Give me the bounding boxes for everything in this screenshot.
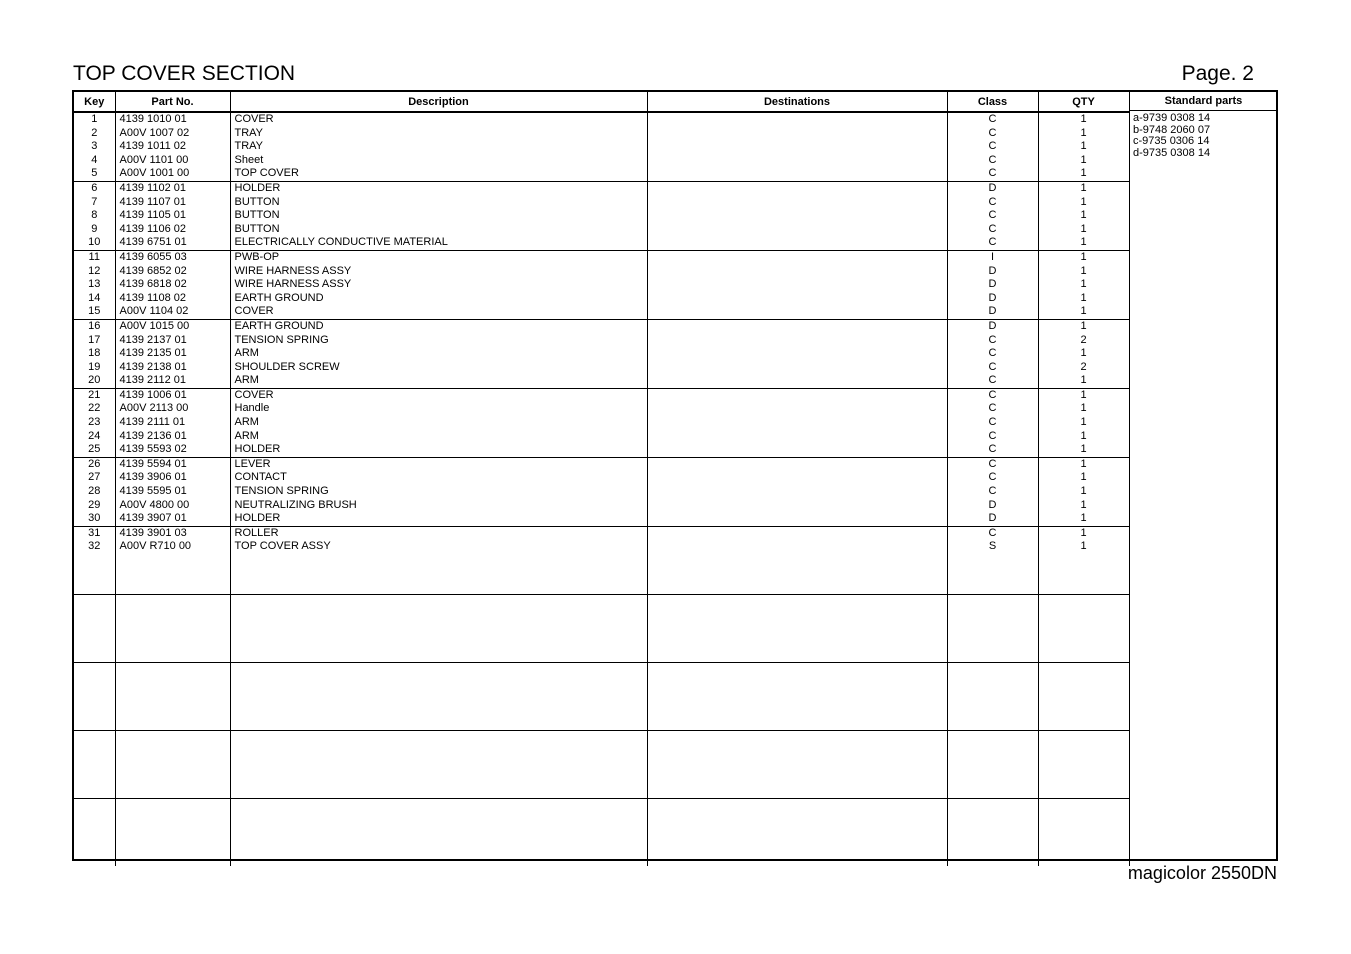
table-cell-text: C: [988, 402, 997, 415]
table-cell-text: [648, 265, 947, 279]
table-cell-text: [648, 278, 947, 292]
part-no-cell: [115, 112, 230, 181]
part-no-cell: [115, 526, 230, 594]
table-cell-text: 4139 5594 01: [119, 457, 187, 470]
table-cell-text: 4139 5593 02: [119, 443, 187, 456]
table-cell-text: 14: [88, 291, 101, 304]
table-cell-text: D: [988, 305, 997, 318]
table-cell-text: 4139 6818 02: [119, 278, 187, 291]
table-cell-text: 4139 1102 01: [119, 181, 186, 194]
table-cell-text: [648, 154, 947, 168]
table-cell-text: BUTTON: [234, 209, 280, 222]
table-cell-text: C: [988, 209, 997, 222]
table-cell-text: 4139 2135 01: [119, 347, 187, 360]
table-cell-text: 28: [88, 485, 101, 498]
section-title: TOP COVER SECTION: [73, 62, 296, 85]
table-cell-text: COVER: [234, 113, 274, 125]
standard-parts-list: [1133, 113, 1273, 159]
table-cell-text: C: [988, 485, 997, 498]
table-row-group: [74, 526, 1129, 594]
table-cell-text: 3: [91, 140, 98, 153]
standard-part-item: c-9735 0306 14: [1133, 135, 1210, 147]
table-cell-text: 1: [1080, 140, 1087, 153]
key-cell: [74, 798, 115, 866]
column-header-key: Key: [74, 92, 115, 112]
table-cell-text: SHOULDER SCREW: [234, 360, 340, 373]
qty-cell: [1038, 662, 1129, 730]
table-cell-text: 4139 5595 01: [119, 485, 187, 498]
table-cell-text: 4139 2138 01: [119, 360, 187, 373]
parts-table-body: [74, 112, 1129, 866]
table-cell-text: [648, 499, 947, 513]
table-cell-text: COVER: [234, 388, 274, 401]
table-cell-text: 1: [1080, 498, 1087, 511]
standard-part-item: d-9735 0308 14: [1133, 146, 1211, 159]
table-cell-text: 1: [1080, 485, 1087, 498]
table-cell-text: C: [988, 153, 997, 166]
table-cell-text: 1: [91, 113, 98, 125]
parts-list-table: [72, 90, 1278, 861]
standard-part-item: b-9748 2060 07: [1133, 123, 1211, 136]
destinations-cell: [647, 730, 947, 798]
qty-cell: [1038, 730, 1129, 798]
table-cell-text: 1: [1080, 388, 1087, 401]
standard-part-item: a-9739 0308 14: [1133, 112, 1211, 124]
description-cell: [230, 526, 647, 594]
table-cell-text: C: [988, 126, 997, 139]
table-cell-text: BUTTON: [234, 195, 280, 208]
table-cell-text: 10: [88, 236, 101, 249]
table-cell-text: A00V 1101 00: [119, 153, 189, 166]
table-cell-text: [648, 223, 947, 237]
class-cell: [947, 319, 1038, 388]
key-cell: [74, 662, 115, 730]
table-cell-text: 1: [1080, 443, 1087, 456]
parts-table-grid: [74, 92, 1130, 866]
destinations-cell: [647, 388, 947, 457]
table-cell-text: C: [988, 416, 997, 429]
description-cell: [230, 662, 647, 730]
table-cell-text: C: [988, 222, 997, 235]
table-cell-text: 2: [1080, 333, 1087, 346]
table-cell-text: C: [988, 457, 997, 470]
table-cell-text: 1: [1080, 457, 1087, 470]
qty-cell: [1038, 457, 1129, 526]
table-cell-text: 4139 6055 03: [119, 250, 187, 263]
table-row-group: [74, 181, 1129, 250]
column-header-class: Class: [947, 92, 1038, 112]
table-cell-text: ELECTRICALLY CONDUCTIVE MATERIAL: [234, 236, 448, 249]
table-cell-text: [648, 540, 947, 554]
part-no-cell: [115, 388, 230, 457]
table-cell-text: 15: [88, 305, 101, 318]
table-cell-text: 32: [88, 540, 101, 553]
qty-cell: [1038, 594, 1129, 662]
table-cell-text: 4139 3901 03: [119, 526, 187, 539]
table-cell-text: [648, 140, 947, 154]
table-cell-text: 1: [1080, 512, 1087, 525]
table-cell-text: C: [988, 526, 997, 539]
table-header-row: [74, 92, 1129, 112]
table-cell-text: 31: [88, 526, 101, 539]
part-no-cell: [115, 457, 230, 526]
destinations-cell: [647, 250, 947, 319]
table-cell-text: BUTTON: [234, 222, 280, 235]
description-cell: [230, 250, 647, 319]
table-cell-text: [648, 236, 947, 250]
table-cell-text: 24: [88, 429, 101, 442]
table-row-group: [74, 798, 1129, 866]
part-no-cell: [115, 662, 230, 730]
column-header-destinations: Destinations: [647, 92, 947, 112]
table-cell-text: 27: [88, 471, 101, 484]
table-row-group: [74, 662, 1129, 730]
table-cell-text: A00V 2113 00: [119, 402, 189, 415]
table-cell-text: A00V 1015 00: [119, 319, 190, 332]
table-cell-text: C: [988, 140, 997, 153]
table-cell-text: 1: [1080, 305, 1087, 318]
table-cell-text: 1: [1080, 209, 1087, 222]
table-cell-text: 1: [1080, 540, 1087, 553]
part-no-cell: [115, 730, 230, 798]
table-cell-text: I: [990, 250, 995, 263]
key-cell: [74, 457, 115, 526]
table-cell-text: 1: [1080, 181, 1087, 194]
class-cell: [947, 526, 1038, 594]
table-cell-text: 1: [1080, 278, 1087, 291]
table-cell-text: 4139 2111 01: [119, 416, 186, 429]
class-cell: [947, 457, 1038, 526]
description-cell: [230, 594, 647, 662]
class-cell: [947, 662, 1038, 730]
key-cell: [74, 594, 115, 662]
table-cell-text: [648, 416, 947, 430]
table-cell-text: D: [988, 181, 997, 194]
class-cell: [947, 388, 1038, 457]
table-cell-text: [648, 292, 947, 306]
table-cell-text: A00V 1007 02: [119, 126, 190, 139]
table-cell-text: C: [988, 471, 997, 484]
table-cell-text: 7: [91, 195, 98, 208]
table-cell-text: LEVER: [234, 457, 271, 470]
description-cell: [230, 388, 647, 457]
part-no-cell: [115, 181, 230, 250]
table-cell-text: 1: [1080, 236, 1087, 249]
table-cell-text: 1: [1080, 222, 1087, 235]
destinations-cell: [647, 319, 947, 388]
table-row-group: [74, 388, 1129, 457]
table-cell-text: 4139 3907 01: [119, 512, 187, 525]
table-cell-text: D: [988, 291, 997, 304]
key-cell: [74, 526, 115, 594]
table-cell-text: [648, 512, 947, 526]
description-cell: [230, 112, 647, 181]
table-cell-text: TRAY: [234, 140, 264, 153]
table-cell-text: 22: [88, 402, 101, 415]
table-cell-text: 13: [88, 278, 101, 291]
table-cell-text: ARM: [234, 429, 259, 442]
table-cell-text: TENSION SPRING: [234, 333, 329, 346]
table-cell-text: 4139 1011 02: [119, 140, 186, 153]
description-cell: [230, 730, 647, 798]
table-cell-text: Sheet: [234, 153, 264, 166]
table-cell-text: C: [988, 388, 997, 401]
table-cell-text: A00V 4800 00: [119, 498, 190, 511]
key-cell: [74, 112, 115, 181]
part-no-cell: [115, 319, 230, 388]
table-cell-text: HOLDER: [234, 181, 281, 194]
table-cell-text: 1: [1080, 195, 1087, 208]
qty-cell: [1038, 112, 1129, 181]
table-cell-text: PWB-OP: [234, 250, 280, 263]
table-cell-text: 4139 2112 01: [119, 374, 186, 387]
key-cell: [74, 181, 115, 250]
key-cell: [74, 388, 115, 457]
table-cell-text: C: [988, 167, 997, 180]
key-cell: [74, 730, 115, 798]
table-cell-text: 19: [88, 360, 101, 373]
table-cell-text: 1: [1080, 347, 1087, 360]
table-cell-text: [648, 527, 947, 541]
table-cell-text: 4139 1107 01: [119, 195, 186, 208]
destinations-cell: [647, 457, 947, 526]
table-cell-text: [648, 347, 947, 361]
table-cell-text: C: [988, 360, 997, 373]
table-cell-text: D: [988, 278, 997, 291]
table-cell-text: 1: [1080, 264, 1087, 277]
table-cell-text: 1: [1080, 526, 1087, 539]
class-cell: [947, 594, 1038, 662]
table-cell-text: 8: [91, 209, 98, 222]
table-cell-text: [648, 209, 947, 223]
description-cell: [230, 798, 647, 866]
table-cell-text: [648, 361, 947, 375]
table-cell-text: ARM: [234, 347, 259, 360]
table-cell-text: C: [988, 333, 997, 346]
table-cell-text: 12: [88, 264, 101, 277]
table-cell-text: 4139 2136 01: [119, 429, 187, 442]
table-cell-text: [648, 485, 947, 499]
model-name: magicolor 2550DN: [1127, 863, 1277, 883]
column-header-description: Description: [230, 92, 647, 112]
table-cell-text: 4: [91, 153, 98, 166]
table-cell-text: 20: [88, 374, 101, 387]
table-cell-text: 1: [1080, 319, 1087, 332]
table-cell-text: 18: [88, 347, 101, 360]
table-cell-text: S: [988, 540, 997, 553]
table-cell-text: 2: [91, 126, 98, 139]
table-cell-text: COVER: [234, 305, 274, 318]
table-cell-text: 4139 2137 01: [119, 333, 187, 346]
table-cell-text: [648, 443, 947, 457]
description-cell: [230, 457, 647, 526]
column-header-part-no: Part No.: [115, 92, 230, 112]
table-cell-text: 17: [88, 333, 101, 346]
table-cell-text: C: [988, 113, 997, 125]
table-cell-text: 1: [1080, 250, 1087, 263]
table-cell-text: 4139 1105 01: [119, 209, 186, 222]
table-cell-text: D: [988, 512, 997, 525]
table-cell-text: WIRE HARNESS ASSY: [234, 264, 352, 277]
part-no-cell: [115, 250, 230, 319]
table-cell-text: HOLDER: [234, 443, 281, 456]
table-cell-text: 1: [1080, 153, 1087, 166]
page-number: Page. 2: [1181, 62, 1254, 85]
class-cell: [947, 798, 1038, 866]
table-cell-text: 23: [88, 416, 101, 429]
table-cell-text: 1: [1080, 167, 1087, 180]
table-cell-text: D: [988, 319, 997, 332]
table-cell-text: [648, 182, 947, 196]
table-cell-text: 4139 1006 01: [119, 388, 187, 401]
table-cell-text: C: [988, 236, 997, 249]
table-cell-text: [648, 305, 947, 319]
table-cell-text: C: [988, 443, 997, 456]
description-cell: [230, 181, 647, 250]
table-cell-text: 4139 6751 01: [119, 236, 187, 249]
table-cell-text: 4139 1010 01: [119, 113, 187, 125]
table-cell-text: ROLLER: [234, 526, 279, 539]
destinations-cell: [647, 112, 947, 181]
destinations-cell: [647, 594, 947, 662]
class-cell: [947, 181, 1038, 250]
column-header-standard-parts: Standard parts: [1129, 92, 1278, 111]
table-cell-text: [648, 430, 947, 444]
destinations-cell: [647, 798, 947, 866]
table-cell-text: C: [988, 195, 997, 208]
table-cell-text: [648, 334, 947, 348]
description-cell: [230, 319, 647, 388]
table-cell-text: [648, 374, 947, 388]
table-row-group: [74, 594, 1129, 662]
table-cell-text: ARM: [234, 416, 259, 429]
table-cell-text: CONTACT: [234, 471, 287, 484]
table-cell-text: [648, 196, 947, 210]
table-cell-text: TENSION SPRING: [234, 485, 329, 498]
table-cell-text: TRAY: [234, 126, 264, 139]
table-cell-text: C: [988, 429, 997, 442]
table-cell-text: A00V 1001 00: [119, 167, 190, 180]
table-cell-text: 4139 3906 01: [119, 471, 187, 484]
part-no-cell: [115, 594, 230, 662]
destinations-cell: [647, 526, 947, 594]
table-cell-text: A00V R710 00: [119, 540, 192, 553]
part-no-cell: [115, 798, 230, 866]
table-cell-text: 21: [88, 388, 101, 401]
table-cell-text: A00V 1104 02: [119, 305, 189, 318]
table-cell-text: 6: [91, 181, 98, 194]
table-cell-text: C: [988, 347, 997, 360]
table-cell-text: 4139 6852 02: [119, 264, 187, 277]
table-row-group: [74, 112, 1129, 181]
table-cell-text: [648, 251, 947, 265]
table-cell-text: 11: [88, 250, 100, 263]
qty-cell: [1038, 798, 1129, 866]
table-cell-text: 5: [91, 167, 98, 180]
table-cell-text: 1: [1080, 471, 1087, 484]
qty-cell: [1038, 388, 1129, 457]
table-row-group: [74, 457, 1129, 526]
table-cell-text: [648, 127, 947, 141]
table-cell-text: D: [988, 264, 997, 277]
table-row-group: [74, 730, 1129, 798]
table-cell-text: 4139 1106 02: [119, 222, 186, 235]
table-cell-text: 1: [1080, 402, 1087, 415]
table-row-group: [74, 319, 1129, 388]
column-header-qty: QTY: [1038, 92, 1129, 112]
table-cell-text: EARTH GROUND: [234, 319, 324, 332]
table-cell-text: [648, 471, 947, 485]
key-cell: [74, 250, 115, 319]
table-row-group: [74, 250, 1129, 319]
table-cell-text: D: [988, 498, 997, 511]
table-cell-text: NEUTRALIZING BRUSH: [234, 498, 357, 511]
table-cell-text: [648, 402, 947, 416]
qty-cell: [1038, 526, 1129, 594]
table-cell-text: [648, 113, 947, 127]
class-cell: [947, 250, 1038, 319]
table-cell-text: 1: [1080, 416, 1087, 429]
class-cell: [947, 112, 1038, 181]
table-cell-text: TOP COVER ASSY: [234, 540, 331, 553]
table-cell-text: Handle: [234, 402, 270, 415]
table-cell-text: HOLDER: [234, 512, 281, 525]
qty-cell: [1038, 319, 1129, 388]
table-cell-text: EARTH GROUND: [234, 291, 324, 304]
table-cell-text: 25: [88, 443, 101, 456]
table-cell-text: C: [988, 374, 997, 387]
table-cell-text: 26: [88, 457, 101, 470]
table-cell-text: 4139 1108 02: [119, 291, 186, 304]
table-cell-text: [648, 458, 947, 472]
table-cell-text: 1: [1080, 429, 1087, 442]
table-cell-text: 1: [1080, 374, 1087, 387]
table-cell-text: [648, 320, 947, 334]
table-cell-text: 9: [91, 222, 98, 235]
table-cell-text: [648, 389, 947, 403]
table-cell-text: [648, 167, 947, 181]
table-cell-text: ARM: [234, 374, 259, 387]
destinations-cell: [647, 181, 947, 250]
table-cell-text: 2: [1080, 360, 1087, 373]
table-cell-text: TOP COVER: [234, 167, 299, 180]
qty-cell: [1038, 250, 1129, 319]
table-cell-text: 1: [1080, 291, 1087, 304]
class-cell: [947, 730, 1038, 798]
table-cell-text: 16: [88, 319, 101, 332]
table-cell-text: 1: [1080, 113, 1087, 125]
key-cell: [74, 319, 115, 388]
destinations-cell: [647, 662, 947, 730]
table-cell-text: WIRE HARNESS ASSY: [234, 278, 352, 291]
table-cell-text: 29: [88, 498, 101, 511]
table-cell-text: 30: [88, 512, 101, 525]
table-cell-text: 1: [1080, 126, 1087, 139]
qty-cell: [1038, 181, 1129, 250]
